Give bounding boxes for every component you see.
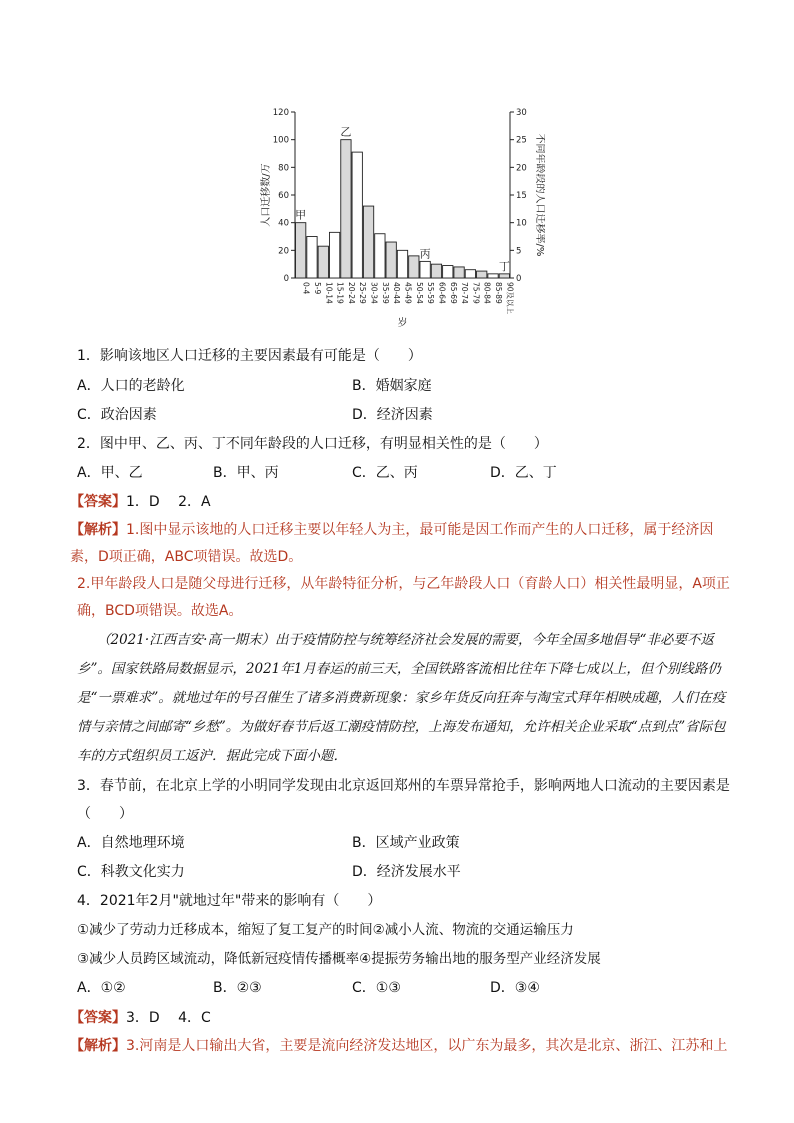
- bar: [318, 246, 328, 278]
- x-tick-label: 35-39: [380, 282, 390, 304]
- chart-svg: [255, 98, 545, 330]
- bar: [465, 270, 475, 278]
- q3-stem-line2: （ ）: [77, 806, 133, 822]
- left-tick-label: 100: [272, 135, 289, 146]
- bar: [307, 237, 317, 279]
- x-tick-label: 75-79: [471, 282, 481, 304]
- bar: [488, 274, 498, 278]
- q2-option-c[interactable]: C．乙、丙: [352, 465, 418, 481]
- x-tick-label: 50-54: [414, 282, 424, 304]
- right-tick-label: 0: [516, 274, 522, 284]
- bar: [477, 271, 487, 278]
- right-tick-label: 15: [516, 191, 527, 201]
- q2-stem: 2．图中甲、乙、丙、丁不同年龄段的人口迁移，有明显相关性的是（ ）: [77, 436, 548, 452]
- passage-text: （2021·江西吉安·高一期末）出于疫情防控与统筹经济社会发展的需要，今年全国多地倡导“非必要不返乡”。国家铁路局数据显示，2021年1月春运的前三天，全国铁路客流相比往年下降七成以上，但个别线路仍是“一票难求”。就地过年的号召催生了诸多消费新现象：家乡年货反向狂奔与淘宝式拜年相映成趣，人们在疫情与亲情之间邮寄“乡愁”。为做好春节后返工潮疫情防控，上海发布通知，允许相关企业采取“点到点”省际包车的方式组织员工返沪．据此完成下面小题．: [77, 632, 726, 764]
- q3-option-c[interactable]: C．科教文化实力: [77, 864, 185, 880]
- q4-option-a[interactable]: A．①②: [77, 980, 126, 996]
- q1-option-c[interactable]: C．政治因素: [77, 407, 157, 423]
- bar: [363, 206, 373, 278]
- q4-statement-line2: ③减少人员跨区域流动，降低新冠疫情传播概率④提振劳务输出地的服务型产业经济发展: [77, 951, 601, 967]
- q1-option-a[interactable]: A．人口的老龄化: [77, 378, 185, 394]
- analysis-label: 【解析】: [70, 522, 126, 538]
- q4-statement-line1: ①减少了劳动力迁移成本，缩短了复工复产的时间②减小人流、物流的交通运输压力: [77, 922, 574, 938]
- right-tick-label: 5: [516, 246, 522, 257]
- q2-option-b[interactable]: B．甲、丙: [213, 465, 279, 481]
- bar: [454, 267, 464, 278]
- q1-stem: 1．影响该地区人口迁移的主要因素最有可能是（ ）: [77, 348, 422, 364]
- answer-block-2: [70, 1008, 211, 1028]
- left-tick-label: 120: [272, 108, 289, 118]
- left-axis-label: 人口迁移数/万: [261, 163, 272, 227]
- q1-option-b[interactable]: B．婚姻家庭: [352, 378, 432, 394]
- bar-annotation: 丁: [498, 259, 510, 273]
- q3-option-a[interactable]: A．自然地理环境: [77, 835, 185, 851]
- answer-label: 【答案】: [70, 1010, 126, 1026]
- x-tick-label: 25-29: [358, 282, 368, 304]
- bar: [296, 223, 306, 278]
- analysis-block-2: [70, 1033, 730, 1060]
- x-tick-label: 0-4: [301, 282, 311, 295]
- right-tick-label: 30: [516, 108, 527, 118]
- left-tick-label: 0: [283, 274, 289, 284]
- right-axis-label: 不同年龄段的人口迁移率/%: [534, 133, 545, 257]
- x-tick-label: 40-44: [392, 282, 402, 304]
- x-tick-label: 10-14: [324, 282, 334, 304]
- x-tick-label: 30-34: [369, 282, 379, 304]
- x-tick-label: 80-84: [482, 282, 492, 304]
- analysis-text-2: 2.甲年龄段人口是随父母进行迁移，从年龄特征分析，与乙年龄段人口（育龄人口）相关性最明显，A项正确，BCD项错误。故选A。: [77, 576, 730, 619]
- analysis-text-3: 3.河南是人口输出大省，主要是流向经济发达地区，以广东为最多，其次是北京、浙江、江苏和上: [126, 1038, 728, 1054]
- bar: [341, 140, 351, 278]
- bar-annotation: 乙: [340, 125, 352, 139]
- x-tick-label: 55-59: [426, 282, 436, 304]
- left-tick-label: 40: [278, 218, 289, 229]
- left-tick-label: 80: [278, 163, 289, 174]
- q4-option-c[interactable]: C．①③: [352, 980, 401, 996]
- bar: [431, 264, 441, 278]
- x-tick-label: 90及以上: [505, 282, 515, 315]
- x-tick-label: 45-49: [403, 282, 413, 304]
- q4-option-b[interactable]: B．②③: [213, 980, 262, 996]
- bar: [352, 152, 362, 278]
- answer-block-1: [70, 492, 211, 512]
- x-axis-label: 岁: [397, 318, 408, 329]
- q4-stem: 4．2021年2月"就地过年"带来的影响有（ ）: [77, 893, 382, 909]
- bar: [409, 256, 419, 278]
- q3-option-b[interactable]: B．区域产业政策: [352, 835, 460, 851]
- answer-label: 【答案】: [70, 494, 126, 510]
- bar: [499, 274, 509, 278]
- left-tick-label: 60: [278, 191, 289, 201]
- q2-option-d[interactable]: D．乙、丁: [490, 465, 557, 481]
- right-tick-label: 20: [516, 163, 527, 174]
- bar-annotation: 甲: [295, 208, 307, 222]
- bar: [375, 234, 385, 278]
- x-tick-label: 60-64: [437, 282, 447, 304]
- right-tick-label: 10: [516, 218, 527, 229]
- q4-option-d[interactable]: D．③④: [490, 980, 540, 996]
- passage-intro: [77, 626, 727, 771]
- bar: [420, 261, 430, 278]
- x-tick-label: 70-74: [460, 282, 470, 304]
- bar: [329, 232, 339, 278]
- analysis-label: 【解析】: [70, 1038, 126, 1054]
- answer-value: 3．D 4．C: [126, 1010, 211, 1026]
- left-tick-label: 20: [278, 246, 289, 257]
- right-tick-label: 25: [516, 135, 527, 146]
- x-tick-label: 5-9: [312, 282, 322, 295]
- bar-annotation: 丙: [419, 247, 431, 261]
- q3-option-d[interactable]: D．经济发展水平: [352, 864, 461, 880]
- q3-stem-line1: 3．春节前，在北京上学的小明同学发现由北京返回郑州的车票异常抢手，影响两地人口流动的主要因素是: [77, 778, 730, 794]
- q2-option-a[interactable]: A．甲、乙: [77, 465, 143, 481]
- x-tick-label: 15-19: [335, 282, 345, 304]
- analysis-text-1: 1.图中显示该地的人口迁移主要以年轻人为主，最可能是因工作而产生的人口迁移，属于经济因素，D项正确，ABC项错误。故选D。: [70, 522, 714, 565]
- population-migration-chart: [255, 98, 545, 330]
- answer-value: 1．D 2．A: [126, 494, 211, 510]
- bar: [443, 266, 453, 278]
- x-tick-label: 85-89: [494, 282, 504, 304]
- x-tick-label: 20-24: [346, 282, 356, 304]
- bar: [397, 250, 407, 278]
- x-tick-label: 65-69: [448, 282, 458, 304]
- bar: [386, 242, 396, 278]
- q1-option-d[interactable]: D．经济因素: [352, 407, 433, 423]
- analysis-block-1: [70, 517, 730, 571]
